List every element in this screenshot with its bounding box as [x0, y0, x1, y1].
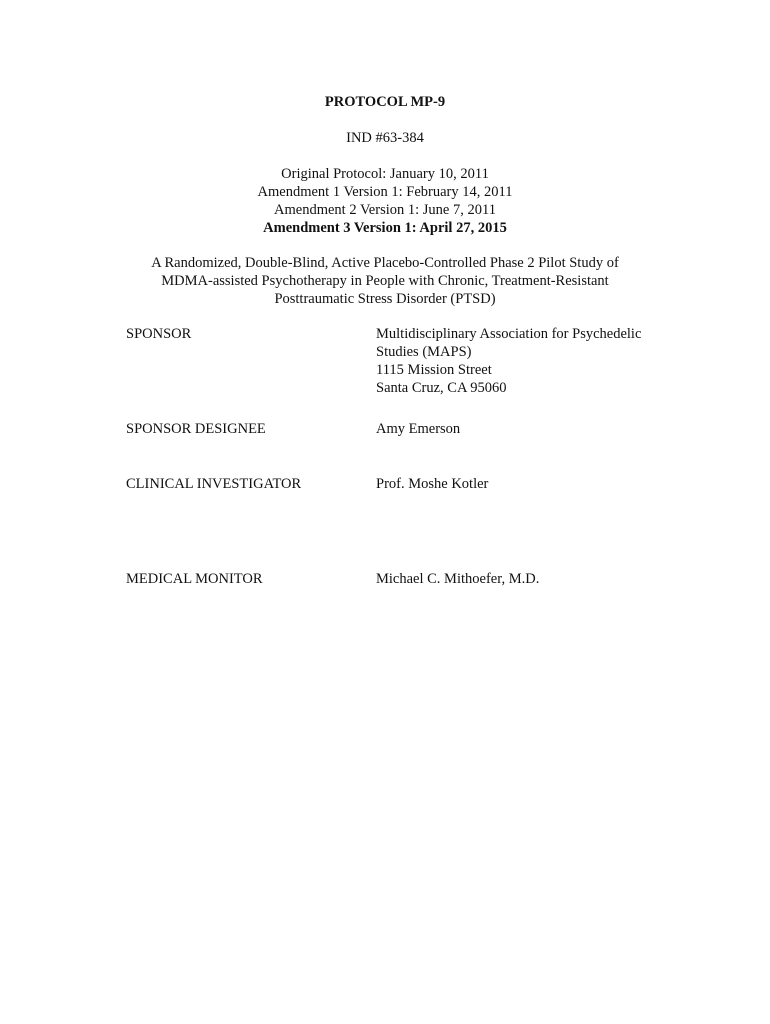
sponsor-name-line: Studies (MAPS) [376, 344, 472, 360]
clinical-investigator-label: CLINICAL INVESTIGATOR [126, 476, 302, 492]
protocol-title: PROTOCOL MP-9 [324, 94, 446, 110]
sponsor-designee-value: Amy Emerson [376, 421, 461, 437]
amendment-2-date: Amendment 2 Version 1: June 7, 2011 [274, 202, 496, 218]
medical-monitor-label: MEDICAL MONITOR [126, 571, 263, 587]
study-title-line: Posttraumatic Stress Disorder (PTSD) [274, 291, 496, 307]
sponsor-address-city: Santa Cruz, CA 95060 [376, 380, 507, 396]
original-protocol-date: Original Protocol: January 10, 2011 [281, 166, 489, 182]
sponsor-value [376, 325, 641, 397]
clinical-investigator-value: Prof. Moshe Kotler [376, 476, 489, 492]
ind-number: IND #63-384 [346, 130, 424, 146]
amendment-3-date: Amendment 3 Version 1: April 27, 2015 [263, 220, 507, 236]
study-title-line: MDMA-assisted Psychotherapy in People with Chronic, Treatment-Resistant [161, 273, 609, 289]
sponsor-designee-label: SPONSOR DESIGNEE [126, 421, 266, 437]
study-title-line: A Randomized, Double-Blind, Active Placebo-Controlled Phase 2 Pilot Study of [151, 255, 619, 271]
protocol-history [0, 165, 770, 237]
sponsor-address-street: 1115 Mission Street [376, 362, 492, 378]
study-title [0, 254, 770, 308]
sponsor-name-line: Multidisciplinary Association for Psychedelic [376, 326, 642, 342]
amendment-1-date: Amendment 1 Version 1: February 14, 2011 [257, 184, 513, 200]
sponsor-label: SPONSOR [126, 326, 192, 342]
medical-monitor-value: Michael C. Mithoefer, M.D. [376, 571, 540, 587]
